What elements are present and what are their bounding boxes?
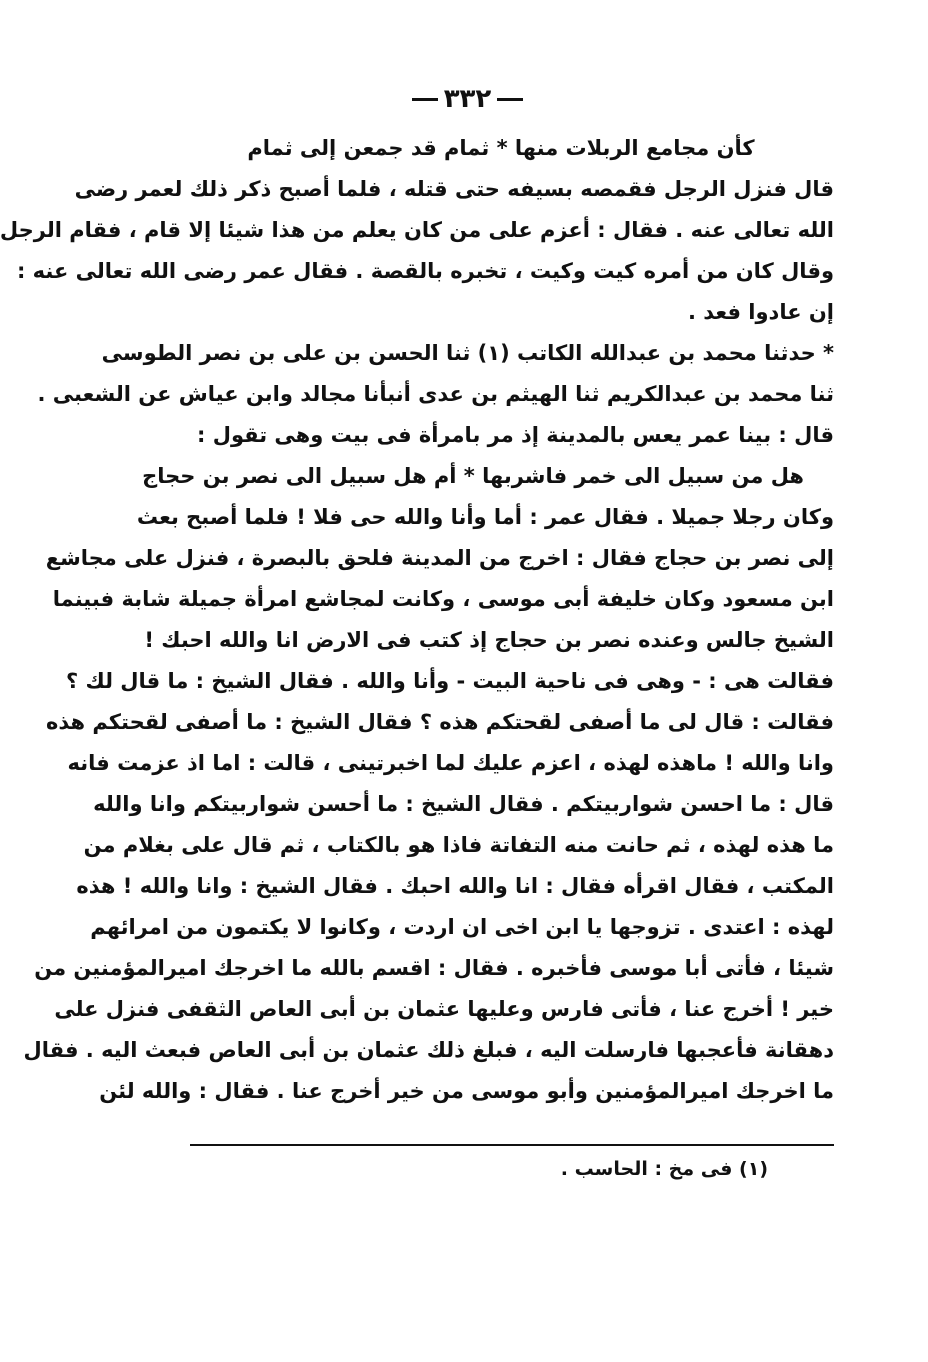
text-line: إن عادوا فعد .	[687, 300, 834, 324]
text-line: * حدثنا محمد بن عبدالله الكاتب (١) ثنا الحسن بن على بن نصر الطوسى	[101, 341, 834, 365]
text-line: قال : ما احسن شواربيتكم . فقال الشيخ : ما أحسن شواربيتكم وانا والله	[93, 792, 834, 816]
text-line: وقال كان من أمره كيت وكيت ، تخبره بالقصة . فقال عمر رضى الله تعالى عنه :	[16, 259, 834, 283]
text-line: قال فنزل الرجل فقمصه بسيفه حتى قتله ، فلما أصبح ذكر ذلك لعمر رضى	[74, 177, 834, 201]
text-line: ما هذه لهذه ، ثم حانت منه التفاتة فاذا هو بالكتاب ، ثم قال على بغلام من	[83, 833, 834, 857]
text-line: دهقانة فأعجبها فارسلت اليه ، فبلغ ذلك عثمان بن أبى العاص فبعث اليه . فقال	[23, 1038, 834, 1062]
page-number	[7, 84, 928, 114]
footnote-divider	[190, 1144, 834, 1146]
text-line: خير ! أخرج عنا ، فأتى فارس وعليها عثمان بن أبى العاص الثقفى فنزل على	[54, 997, 834, 1021]
text-line: وكان رجلا جميلا . فقال عمر : أما وأنا والله حى فلا ! فلما أصبح بعث	[136, 505, 834, 529]
text-line: ثنا محمد بن عبدالكريم ثنا الهيثم بن عدى أنبأنا مجالد وابن عياش عن الشعبى .	[37, 382, 834, 406]
main-text	[0, 128, 834, 1112]
text-line: الشيخ جالس وعنده نصر بن حجاج إذ كتب فى الارض انا والله احبك !	[144, 628, 834, 652]
text-line: لهذه : اعتدى . تزوجها يا ابن اخى ان اردت ، وكانوا لا يكتمون من امرائهم	[90, 915, 834, 939]
text-line: إلى نصر بن حجاج فقال : اخرج من المدينة فلحق بالبصرة ، فنزل على مجاشع	[45, 546, 834, 570]
page-number-value: ٣٣٢	[443, 84, 492, 114]
text-line: ابن مسعود وكان خليفة أبى موسى ، وكانت لمجاشع امرأة جميلة شابة فبينما	[52, 587, 834, 611]
text-line: فقالت : قال لى ما أصفى لقحتكم هذه ؟ فقال الشيخ : ما أصفى لقحتكم هذه	[45, 710, 834, 734]
page-number-dash-left	[412, 98, 438, 101]
page-number-dash-right	[497, 98, 523, 101]
text-line: قال : بينا عمر يعس بالمدينة إذ مر بامرأة فى بيت وهى تقول :	[197, 423, 834, 447]
text-line: الله تعالى عنه . فقال : أعزم على من كان يعلم من هذا شيئا إلا قام ، فقام الرجل	[0, 218, 834, 242]
footnote: (١) فى مخ : الحاسب .	[560, 1158, 768, 1180]
text-line: المكتب ، فقال اقرأه فقال : انا والله احبك . فقال الشيخ : وانا والله ! هذه	[76, 874, 834, 898]
text-line: ما اخرجك اميرالمؤمنين وأبو موسى من خير أخرج عنا . فقال : والله لئن	[99, 1079, 834, 1103]
text-line: وانا والله ! ماهذه لهذه ، اعزم عليك لما اخبرتينى ، قالت : اما اذ عزمت فانه	[67, 751, 834, 775]
text-line-verse: هل من سبيل الى خمر فاشربها * أم هل سبيل الى نصر بن حجاج	[142, 464, 804, 488]
text-line-verse: كأن مجامع الربلات منها * ثمام قد جمعن إلى ثمام	[247, 136, 755, 160]
text-line: فقالت هى : - وهى فى ناحية البيت - وأنا والله . فقال الشيخ : ما قال لك ؟	[66, 669, 834, 693]
text-line: شيئا ، فأتى أبا موسى فأخبره . فقال : اقسم بالله ما اخرجك اميرالمؤمنين من	[34, 956, 834, 980]
